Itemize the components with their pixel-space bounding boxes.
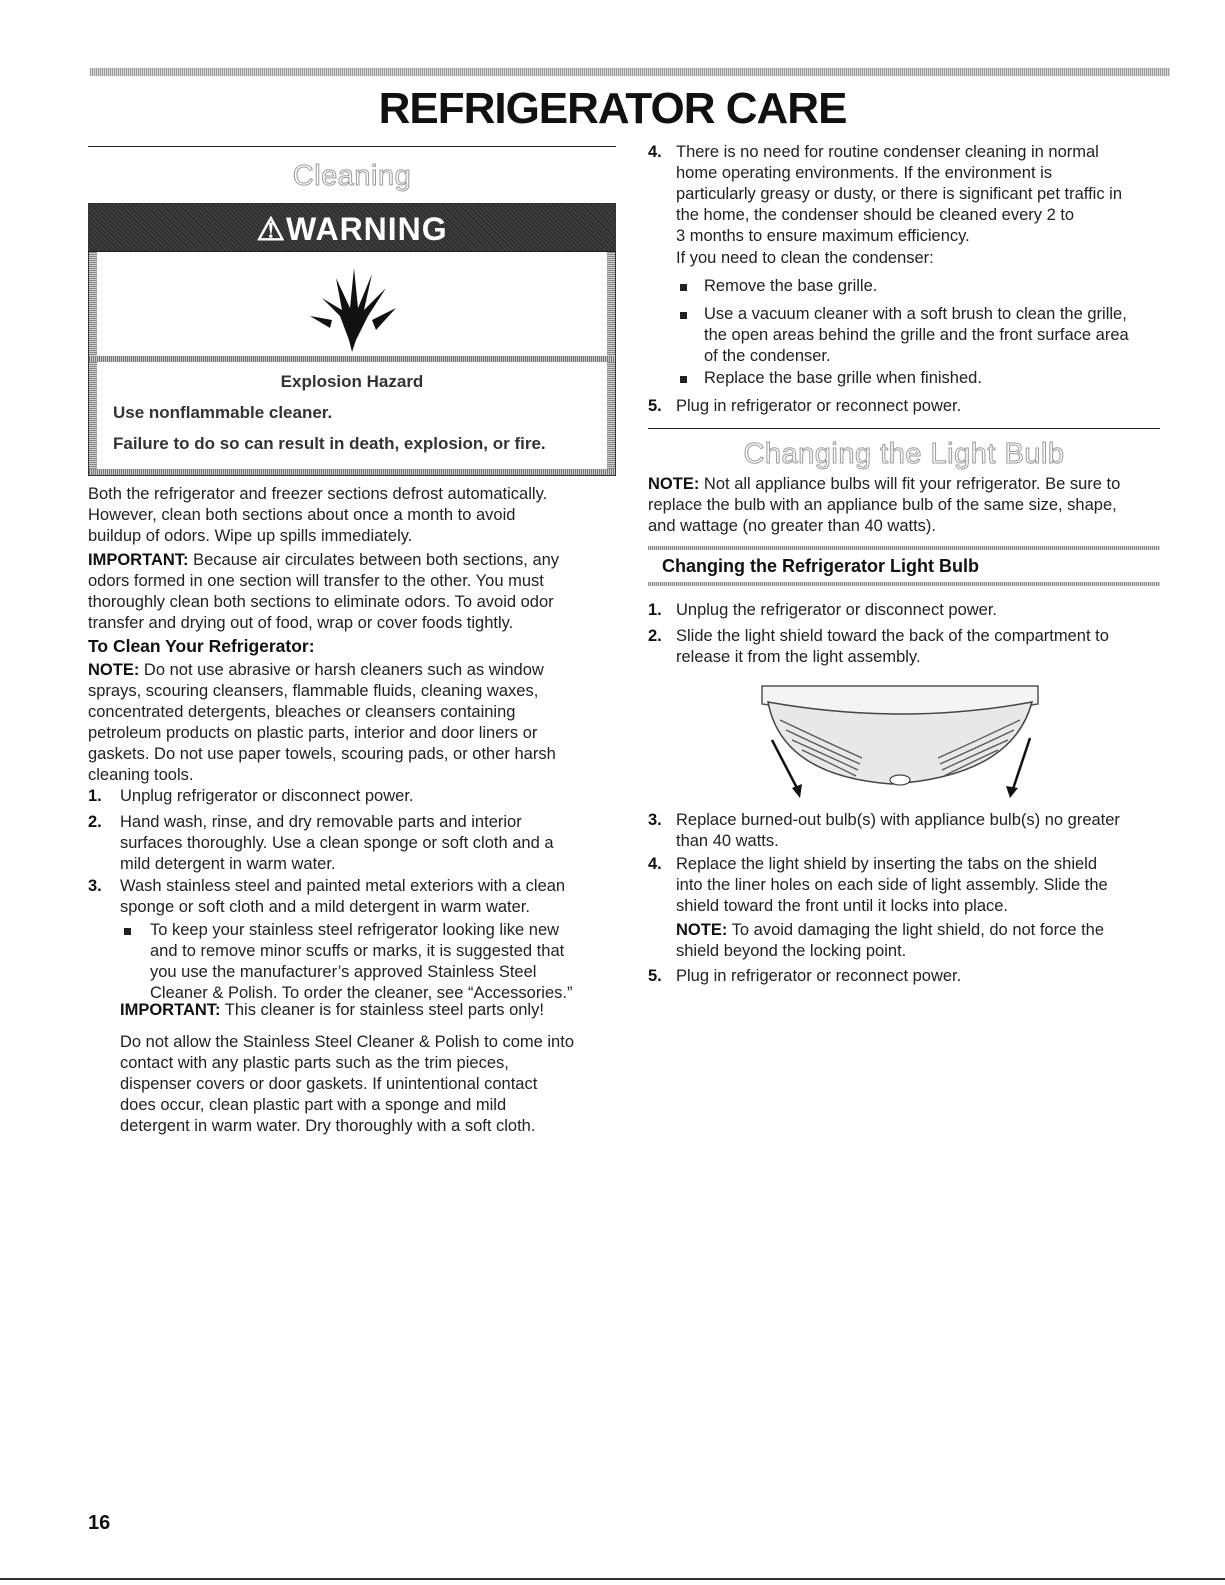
important-line: odors formed in one section will transfer to the other. You must [88,572,544,590]
bullet-line: To keep your stainless steel refrigerator looking like new [150,921,560,939]
bullet-line: Use a vacuum cleaner with a soft brush to clean the grille, [704,305,1127,323]
note-text: Do not use abrasive or harsh cleaners such as window [139,661,544,679]
step-line: 3 months to ensure maximum efficiency. [676,227,970,245]
explosion-icon [302,258,402,352]
step-text: Plug in refrigerator or reconnect power. [676,967,962,985]
intro-paragraph [88,484,616,547]
warning-box [88,203,616,476]
step-number: 2. [88,813,102,831]
step-line: Hand wash, rinse, and dry removable parts and interior [120,813,522,831]
warning-line-1: Use nonflammable cleaner. [113,403,333,422]
note-label: NOTE: [88,661,140,679]
step-number: 2. [648,627,662,645]
step-line: into the liner holes on each side of light assembly. Slide the [676,876,1108,894]
section-rule [88,146,616,147]
note-line: gaskets. Do not use paper towels, scouring pads, or other harsh [88,745,556,763]
section-heading-light-bulb: Changing the Light Bulb [743,438,1065,470]
step-number: 4. [648,143,662,161]
important-text: This cleaner is for stainless steel parts only! [220,1001,544,1019]
step-line: particularly greasy or dusty, or there is significant pet traffic in [676,185,1122,203]
bullet-text: Replace the base grille when finished. [704,369,982,387]
important-text: Because air circulates between both sections, any [188,551,560,569]
note-line: and wattage (no greater than 40 watts). [648,517,937,535]
clean-heading: To Clean Your Refrigerator: [88,636,315,656]
bullet-line: of the condenser. [704,347,831,365]
subheading-band-top [648,546,1160,550]
step-line: release it from the light assembly. [676,648,921,666]
step-number: 5. [648,967,662,985]
section-rule [648,428,1160,429]
warning-bottom-rule [89,469,615,475]
step-line: mild detergent in warm water. [120,855,336,873]
top-rule [90,68,1170,76]
note-line: petroleum products on plastic parts, interior and door liners or [88,724,538,742]
step-line: Replace the light shield by inserting the tabs on the shield [676,855,1098,873]
warning-hazard: Explosion Hazard [280,372,424,391]
step-text: Unplug the refrigerator or disconnect power. [676,601,998,619]
intro-line: However, clean both sections about once a month to avoid [88,506,516,524]
bullet-line: you use the manufacturer’s approved Stainless Steel [150,963,537,981]
bottom-rule [0,1578,1225,1580]
shield-note [676,920,1173,962]
condenser-subtext: If you need to clean the condenser: [676,249,934,267]
final-line: contact with any plastic parts such as the trim pieces, [120,1054,509,1072]
warning-line-2: Failure to do so can result in death, explosion, or fire. [113,434,546,453]
bullet-icon [680,284,687,291]
note-line: sprays, scouring cleansers, flammable fluids, cleaning waxes, [88,682,539,700]
intro-line: Both the refrigerator and freezer sections defrost automatically. [88,485,548,503]
step-text [120,812,616,875]
step-line: There is no need for routine condenser cleaning in normal [676,143,1099,161]
subheading-band-bottom [648,582,1160,586]
step-line: the home, the condenser should be cleaned every 2 to [676,206,1075,224]
note-paragraph [88,660,616,786]
step-line: sponge or soft cloth and a mild detergent in warm water. [120,898,530,916]
note-text: Not all appliance bulbs will fit your refrigerator. Be sure to [699,475,1121,493]
step-line: Slide the light shield toward the back of the compartment to [676,627,1109,645]
important-stainless [120,1000,544,1021]
warning-divider [89,356,615,362]
step-text [676,810,1173,852]
step-number: 5. [648,397,662,415]
warning-header-bar [89,204,615,252]
step-number: 4. [648,855,662,873]
subheading-light-bulb: Changing the Refrigerator Light Bulb [662,556,979,576]
warning-side-right [607,252,615,475]
bullet-icon [680,312,687,319]
bullet-line: and to remove minor scuffs or marks, it is suggested that [150,942,565,960]
step-text [120,876,616,918]
step-text: Unplug refrigerator or disconnect power. [120,787,414,805]
note-line: concentrated detergents, bleaches or cleansers containing [88,703,516,721]
step-text [676,626,1173,668]
condenser-step [676,142,1173,247]
bullet-icon [124,928,131,935]
final-paragraph [120,1032,616,1137]
step-text [676,854,1173,917]
step-line: shield toward the front until it locks into place. [676,897,1009,915]
page-number: 16 [88,1512,111,1534]
light-shield-diagram [752,680,1047,800]
important-label: IMPORTANT: [120,1001,221,1019]
note-line: shield beyond the locking point. [676,942,907,960]
page-title: REFRIGERATOR CARE [378,84,847,133]
note-text: To avoid damaging the light shield, do not force the [727,921,1105,939]
important-line: thoroughly clean both sections to eliminate odors. To avoid odor [88,593,554,611]
bullet-text: Remove the base grille. [704,277,878,295]
step-line: than 40 watts. [676,832,779,850]
final-line: dispenser covers or door gaskets. If unintentional contact [120,1075,538,1093]
stainless-bullet [150,920,616,1004]
step-text: Plug in refrigerator or reconnect power. [676,397,962,415]
step-number: 3. [88,877,102,895]
note-line: replace the bulb with an appliance bulb of the same size, shape, [648,496,1117,514]
step-number: 1. [88,787,102,805]
note-line: cleaning tools. [88,766,194,784]
warning-title: ⚠WARNING [256,211,448,247]
note-label: NOTE: [676,921,728,939]
step-line: Replace burned-out bulb(s) with appliance bulb(s) no greater [676,811,1120,829]
section-heading-cleaning: Cleaning [292,160,412,192]
bullet-text [704,304,1173,367]
intro-line: buildup of odors. Wipe up spills immediately. [88,527,413,545]
bulb-note [648,474,1173,537]
step-line: home operating environments. If the environment is [676,164,1053,182]
final-line: detergent in warm water. Dry thoroughly with a soft cloth. [120,1117,536,1135]
step-number: 1. [648,601,662,619]
important-line: transfer and drying out of food, wrap or cover foods tightly. [88,614,514,632]
bullet-icon [680,376,687,383]
final-line: Do not allow the Stainless Steel Cleaner & Polish to come into [120,1033,574,1051]
step-line: Wash stainless steel and painted metal exteriors with a clean [120,877,566,895]
step-line: surfaces thoroughly. Use a clean sponge or soft cloth and a [120,834,554,852]
final-line: does occur, clean plastic part with a sponge and mild [120,1096,507,1114]
note-label: NOTE: [648,475,700,493]
important-paragraph [88,550,616,634]
step-number: 3. [648,811,662,829]
bullet-line: the open areas behind the grille and the front surface area [704,326,1129,344]
important-label: IMPORTANT: [88,551,189,569]
warning-side-left [89,252,97,475]
bullet-line: Cleaner & Polish. To order the cleaner, see “Accessories.” [150,984,573,1002]
